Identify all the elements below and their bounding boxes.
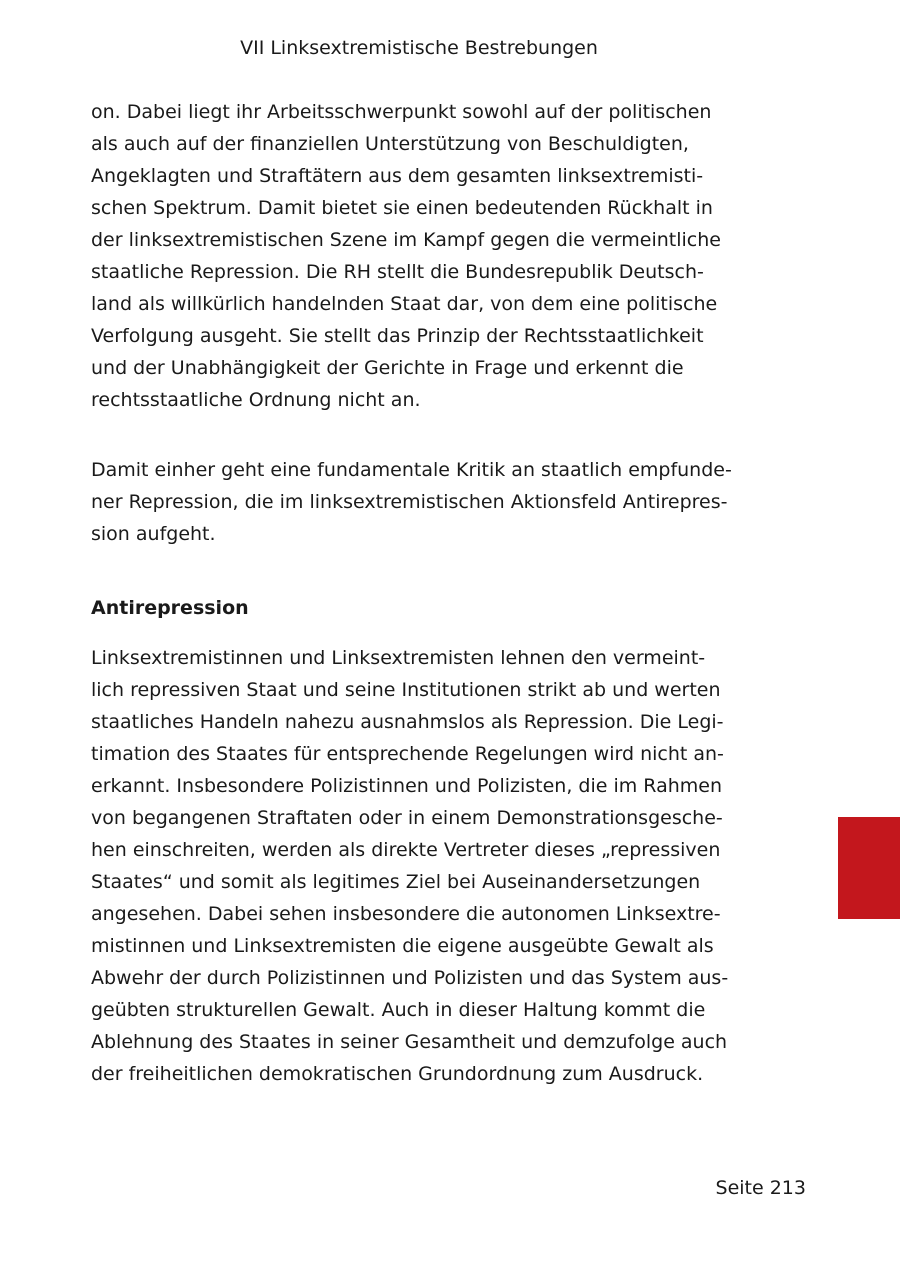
- text-line: sion aufgeht.: [91, 523, 216, 545]
- text-line: Verfolgung ausgeht. Sie stellt das Prinzip der Rechtsstaatlichkeit: [91, 325, 704, 347]
- paragraph-1: [91, 96, 741, 416]
- text-line: Linksextremistinnen und Linksextremisten lehnen den vermeint-: [91, 647, 706, 669]
- text-line: Ablehnung des Staates in seiner Gesamtheit und demzufolge auch: [91, 1031, 728, 1053]
- text-line: Angeklagten und Straftätern aus dem gesamten linksextremisti-: [91, 165, 704, 187]
- paragraph-2: [91, 454, 741, 550]
- text-line: Staates“ und somit als legitimes Ziel bei Auseinandersetzungen: [91, 871, 701, 893]
- text-line: timation des Staates für entsprechende Regelungen wird nicht an-: [91, 743, 724, 765]
- text-line: und der Unabhängigkeit der Gerichte in Frage und erkennt die: [91, 357, 684, 379]
- text-line: staatliches Handeln nahezu ausnahmslos als Repression. Die Legi-: [91, 711, 724, 733]
- text-line: von begangenen Straftaten oder in einem Demonstrationsgesche-: [91, 807, 723, 829]
- text-line: der freiheitlichen demokratischen Grundordnung zum Ausdruck.: [91, 1063, 704, 1085]
- running-header: VII Linksextremistische Bestrebungen: [240, 37, 598, 59]
- text-line: der linksextremistischen Szene im Kampf gegen die vermeintliche: [91, 229, 721, 251]
- text-line: staatliche Repression. Die RH stellt die Bundesrepublik Deutsch-: [91, 261, 704, 283]
- text-line: als auch auf der finanziellen Unterstützung von Beschuldigten,: [91, 133, 689, 155]
- text-line: Abwehr der durch Polizistinnen und Polizisten und das System aus-: [91, 967, 729, 989]
- text-line: mistinnen und Linksextremisten die eigene ausgeübte Gewalt als: [91, 935, 714, 957]
- paragraph-3: [91, 642, 741, 1090]
- text-line: schen Spektrum. Damit bietet sie einen bedeutenden Rückhalt in: [91, 197, 713, 219]
- text-line: on. Dabei liegt ihr Arbeitsschwerpunkt sowohl auf der politischen: [91, 101, 712, 123]
- page-number: Seite 213: [715, 1177, 806, 1199]
- text-line: ner Repression, die im linksextremistischen Aktionsfeld Antirepres-: [91, 491, 728, 513]
- section-heading: Antirepression: [91, 597, 249, 619]
- body-text: [91, 96, 741, 1090]
- text-line: Damit einher geht eine fundamentale Kritik an staatlich empfunde-: [91, 459, 732, 481]
- text-line: angesehen. Dabei sehen insbesondere die autonomen Linksextre-: [91, 903, 721, 925]
- text-line: lich repressiven Staat und seine Institutionen strikt ab und werten: [91, 679, 721, 701]
- chapter-tab-marker: [838, 817, 900, 919]
- text-line: land als willkürlich handelnden Staat dar, von dem eine politische: [91, 293, 718, 315]
- text-line: geübten strukturellen Gewalt. Auch in dieser Haltung kommt die: [91, 999, 706, 1021]
- text-line: hen einschreiten, werden als direkte Vertreter dieses „repressiven: [91, 839, 721, 861]
- text-line: rechtsstaatliche Ordnung nicht an.: [91, 389, 421, 411]
- text-line: erkannt. Insbesondere Polizistinnen und Polizisten, die im Rahmen: [91, 775, 723, 797]
